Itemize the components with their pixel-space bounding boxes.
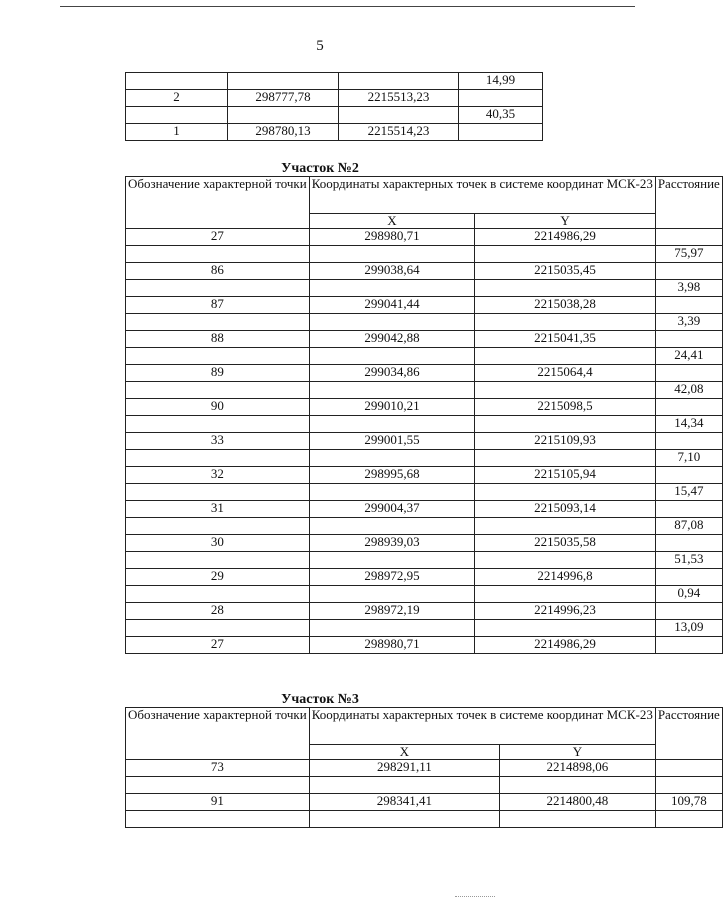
y-cell: 2215064,4	[475, 365, 656, 382]
point-cell: 73	[126, 760, 310, 777]
distance-cell	[655, 760, 722, 777]
point-cell: 88	[126, 331, 310, 348]
point-row	[126, 229, 723, 246]
y-cell	[475, 348, 656, 365]
distance-cell	[655, 811, 722, 828]
point-cell	[126, 620, 310, 637]
x-cell	[228, 107, 339, 124]
point-cell: 30	[126, 535, 310, 552]
x-cell: 298780,13	[228, 124, 339, 141]
y-cell	[475, 280, 656, 297]
distance-cell	[655, 603, 722, 620]
y-cell	[339, 107, 459, 124]
distance-row	[126, 314, 723, 331]
point-row	[126, 535, 723, 552]
point-row	[126, 263, 723, 280]
y-cell: 2215105,94	[475, 467, 656, 484]
distance-cell: 14,34	[655, 416, 722, 433]
y-cell: 2214898,06	[499, 760, 655, 777]
y-cell	[475, 246, 656, 263]
point-row	[126, 331, 723, 348]
section-3-coordinates-table	[125, 707, 723, 828]
x-cell	[309, 586, 475, 603]
header-coordinates: Координаты характерных точек в системе координат МСК-23	[309, 177, 655, 214]
distance-row	[126, 586, 723, 603]
distance-row	[126, 246, 723, 263]
point-cell: 27	[126, 229, 310, 246]
distance-row	[126, 348, 723, 365]
section-2-title: Участок №2	[281, 161, 359, 176]
y-cell	[499, 777, 655, 794]
table-row	[126, 811, 723, 828]
distance-cell: 13,09	[655, 620, 722, 637]
point-row	[126, 399, 723, 416]
point-cell	[126, 246, 310, 263]
y-cell	[475, 552, 656, 569]
point-row	[126, 433, 723, 450]
point-row	[126, 637, 723, 654]
distance-row	[126, 450, 723, 467]
distance-cell: 109,78	[655, 794, 722, 811]
point-cell	[126, 586, 310, 603]
distance-cell	[655, 433, 722, 450]
x-cell: 299034,86	[309, 365, 475, 382]
distance-cell: 51,53	[655, 552, 722, 569]
x-cell: 299010,21	[309, 399, 475, 416]
x-cell: 298980,71	[309, 637, 475, 654]
distance-cell: 75,97	[655, 246, 722, 263]
distance-row	[126, 416, 723, 433]
distance-row	[126, 552, 723, 569]
distance-cell	[655, 637, 722, 654]
distance-cell	[655, 263, 722, 280]
header-y: Y	[499, 745, 655, 760]
distance-cell: 40,35	[459, 107, 543, 124]
x-cell	[309, 382, 475, 399]
header-distance: Расстояние	[655, 177, 722, 229]
x-cell	[309, 416, 475, 433]
distance-cell	[655, 777, 722, 794]
x-cell: 298291,11	[309, 760, 499, 777]
x-cell: 298341,41	[309, 794, 499, 811]
x-cell: 298972,19	[309, 603, 475, 620]
distance-cell	[655, 229, 722, 246]
x-cell	[309, 620, 475, 637]
point-cell: 2	[126, 90, 228, 107]
x-cell: 298939,03	[309, 535, 475, 552]
distance-cell: 42,08	[655, 382, 722, 399]
x-cell: 299042,88	[309, 331, 475, 348]
header-coordinates: Координаты характерных точек в системе координат МСК-23	[309, 708, 655, 745]
distance-cell: 14,99	[459, 73, 543, 90]
point-cell: 87	[126, 297, 310, 314]
header-point-name: Обозначение характерной точки	[126, 177, 310, 229]
y-cell	[475, 314, 656, 331]
distance-cell	[655, 297, 722, 314]
table-row	[126, 794, 723, 811]
x-cell: 299038,64	[309, 263, 475, 280]
distance-row	[126, 620, 723, 637]
header-point-name: Обозначение характерной точки	[126, 708, 310, 760]
header-y: Y	[475, 214, 656, 229]
point-row	[126, 365, 723, 382]
table-row	[126, 73, 543, 90]
x-cell	[309, 518, 475, 535]
x-cell: 299004,37	[309, 501, 475, 518]
y-cell	[475, 416, 656, 433]
section-3-title: Участок №3	[281, 692, 359, 707]
table-row	[126, 124, 543, 141]
point-cell: 27	[126, 637, 310, 654]
x-cell: 298777,78	[228, 90, 339, 107]
y-cell	[475, 586, 656, 603]
x-cell: 299001,55	[309, 433, 475, 450]
y-cell: 2215035,45	[475, 263, 656, 280]
point-cell	[126, 552, 310, 569]
distance-cell	[655, 365, 722, 382]
x-cell	[309, 314, 475, 331]
distance-cell	[655, 569, 722, 586]
y-cell	[499, 811, 655, 828]
y-cell: 2215035,58	[475, 535, 656, 552]
table-row	[126, 107, 543, 124]
x-cell: 299041,44	[309, 297, 475, 314]
point-cell: 91	[126, 794, 310, 811]
y-cell: 2215093,14	[475, 501, 656, 518]
y-cell	[475, 450, 656, 467]
y-cell: 2215514,23	[339, 124, 459, 141]
point-row	[126, 297, 723, 314]
point-cell: 32	[126, 467, 310, 484]
x-cell	[309, 552, 475, 569]
y-cell: 2214800,48	[499, 794, 655, 811]
y-cell	[475, 518, 656, 535]
distance-row	[126, 518, 723, 535]
distance-cell	[655, 501, 722, 518]
x-cell	[309, 280, 475, 297]
distance-cell: 24,41	[655, 348, 722, 365]
point-cell: 33	[126, 433, 310, 450]
point-cell	[126, 280, 310, 297]
x-cell	[309, 450, 475, 467]
point-cell: 29	[126, 569, 310, 586]
point-cell	[126, 314, 310, 331]
x-cell	[309, 811, 499, 828]
section-2-coordinates-table	[125, 176, 723, 654]
y-cell: 2214986,29	[475, 229, 656, 246]
header-x: X	[309, 214, 475, 229]
y-cell	[475, 484, 656, 501]
table-row	[126, 760, 723, 777]
point-cell	[126, 348, 310, 365]
page-number: 5	[316, 38, 324, 54]
distance-cell	[655, 399, 722, 416]
point-cell: 28	[126, 603, 310, 620]
x-cell	[309, 246, 475, 263]
point-cell	[126, 450, 310, 467]
table-row	[126, 90, 543, 107]
distance-cell	[655, 467, 722, 484]
point-cell	[126, 811, 310, 828]
point-cell	[126, 382, 310, 399]
point-row	[126, 603, 723, 620]
x-cell	[309, 777, 499, 794]
point-cell	[126, 416, 310, 433]
x-cell: 298980,71	[309, 229, 475, 246]
distance-cell	[655, 331, 722, 348]
y-cell	[339, 73, 459, 90]
distance-cell: 87,08	[655, 518, 722, 535]
continued-coordinates-table	[125, 72, 543, 141]
y-cell	[475, 620, 656, 637]
x-cell: 298995,68	[309, 467, 475, 484]
distance-cell: 0,94	[655, 586, 722, 603]
y-cell: 2215098,5	[475, 399, 656, 416]
y-cell: 2215041,35	[475, 331, 656, 348]
y-cell: 2215038,28	[475, 297, 656, 314]
point-cell	[126, 73, 228, 90]
x-cell	[228, 73, 339, 90]
point-cell: 1	[126, 124, 228, 141]
footer-mark	[455, 896, 495, 899]
x-cell: 298972,95	[309, 569, 475, 586]
distance-cell	[459, 124, 543, 141]
point-row	[126, 501, 723, 518]
x-cell	[309, 484, 475, 501]
y-cell: 2214986,29	[475, 637, 656, 654]
point-cell	[126, 484, 310, 501]
distance-cell: 3,98	[655, 280, 722, 297]
x-cell	[309, 348, 475, 365]
distance-cell	[655, 535, 722, 552]
distance-cell: 3,39	[655, 314, 722, 331]
point-row	[126, 467, 723, 484]
table-row	[126, 777, 723, 794]
point-cell: 90	[126, 399, 310, 416]
y-cell: 2215513,23	[339, 90, 459, 107]
y-cell: 2214996,8	[475, 569, 656, 586]
distance-row	[126, 382, 723, 399]
y-cell: 2215109,93	[475, 433, 656, 450]
distance-row	[126, 280, 723, 297]
point-cell	[126, 518, 310, 535]
header-x: X	[309, 745, 499, 760]
point-cell: 86	[126, 263, 310, 280]
distance-cell: 15,47	[655, 484, 722, 501]
header-distance: Расстояние	[655, 708, 722, 760]
page-top-edge-line	[60, 6, 635, 7]
point-cell: 89	[126, 365, 310, 382]
point-cell	[126, 777, 310, 794]
distance-cell	[459, 90, 543, 107]
point-cell	[126, 107, 228, 124]
y-cell	[475, 382, 656, 399]
point-cell: 31	[126, 501, 310, 518]
y-cell: 2214996,23	[475, 603, 656, 620]
point-row	[126, 569, 723, 586]
distance-cell: 7,10	[655, 450, 722, 467]
distance-row	[126, 484, 723, 501]
